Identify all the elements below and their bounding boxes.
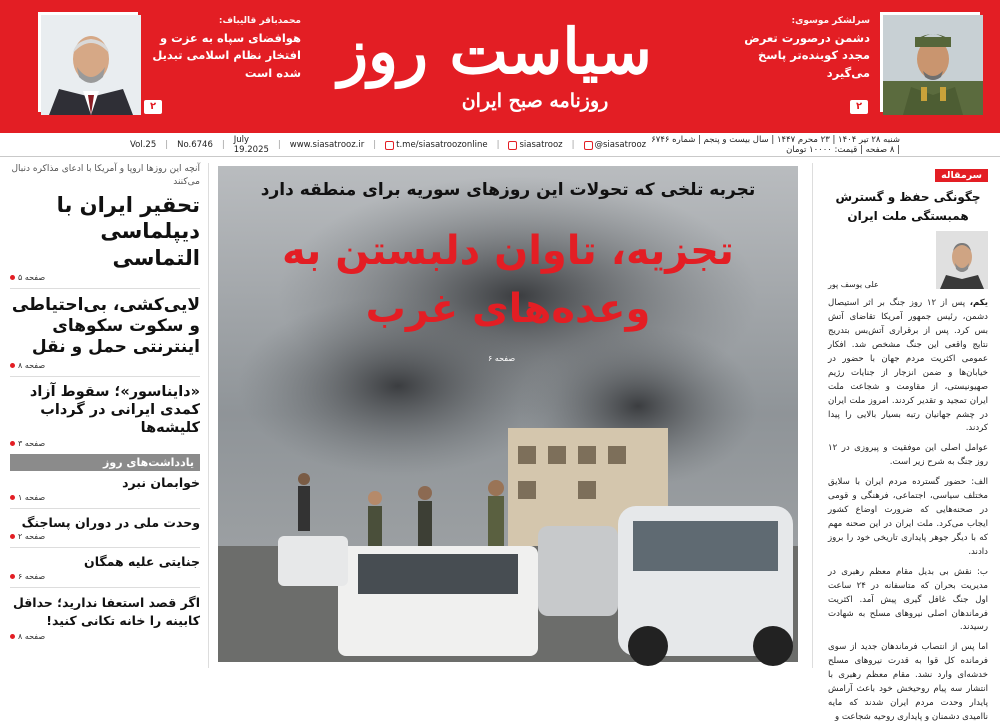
masthead-left-story[interactable]	[38, 12, 303, 122]
bullet-icon	[10, 441, 15, 446]
bullet-icon	[10, 574, 15, 579]
note-page: صفحه ۸	[18, 632, 46, 642]
note-item[interactable]	[10, 475, 200, 502]
right-story-page: ۲	[850, 100, 868, 114]
right-story-text	[715, 16, 870, 82]
feature-story[interactable]	[218, 166, 798, 662]
daily-notes-header: یادداشت‌های روز	[10, 454, 200, 471]
editorial-paragraph: عوامل اصلی این موفقیت و پیروزی در ۱۲ روز جنگ به شرح زیر است.	[828, 443, 988, 468]
commander-photo	[880, 12, 980, 112]
telegram-handle: t.me/siasatroozonline	[396, 140, 488, 150]
note-item[interactable]	[10, 515, 200, 542]
story2-headline: لایی‌کشی، بی‌احتیاطی و سکوت سکوهای اینترنتی حمل و نقل	[11, 294, 200, 358]
bullet-icon	[10, 534, 15, 539]
x-handle: @siasatrooz	[594, 140, 647, 150]
story1-page: صفحه ۵	[18, 272, 46, 282]
story3-page: صفحه ۳	[18, 438, 46, 448]
telegram-icon	[385, 141, 394, 150]
note-title: جنایتی علیه همگان	[84, 554, 200, 570]
instagram-handle: siasatrooz	[519, 140, 563, 150]
feature-kicker: تجربه تلخی که تحولات این روزهای سوریه برای منطقه دارد	[260, 180, 756, 200]
bullet-icon	[10, 363, 15, 368]
author-block	[828, 231, 988, 291]
note-title: اگر قصد استعفا ندارید؛ حداقل کابینه را خانه تکانی کنید!	[12, 594, 200, 628]
left-story-3[interactable]	[10, 383, 200, 448]
editorial-paragraph: اما پس از انتصاب فرماندهان جدید از سوی فرمانده کل قوا به قدرت نیروهای مسلح خدشه‌ای وارد نشد. مقام معظم رهبری با انتشار سه پیام روحیخش خود باعث آرامش پایدار وحدت مردم ایران شدند که مایه ناامیدی دشمنان و پایداری روحیه شجاعت و	[828, 642, 988, 722]
editorial-column	[828, 163, 989, 722]
left-story-1[interactable]	[10, 163, 200, 282]
right-story-headline: دشمن درصورت تعرض مجدد کوبنده‌تر پاسخ می‌گیرد	[744, 31, 870, 80]
editorial-lead: یکم،	[969, 298, 989, 309]
bullet-icon	[10, 275, 15, 280]
english-date: July 19.2025	[233, 135, 269, 155]
note-title: وحدت ملی در دوران پساجنگ	[21, 514, 200, 530]
editorial-paragraph: الف: حضور گسترده مردم ایران با سلایق مختلف سیاسی، اجتماعی، فرهنگی و قومی در صحنه‌هایی که ضرورت اوضاع کشور ایجاب می‌کرد. ملت ایران در این صحنه مهم که با دیگر جوهر پایداری تاریخی خود را بروز دادند.	[828, 477, 988, 557]
commander-portrait-icon	[883, 15, 983, 115]
note-item[interactable]	[10, 594, 200, 641]
persian-date-line: شنبه ۲۸ تیر ۱۴۰۴ | ۲۳ محرم ۱۴۴۷ | سال بیست و پنجم | شماره ۶۷۴۶ | ۸ صفحه | قیمت: ۱۰۰۰۰ تومان	[651, 135, 900, 155]
note-pageref	[10, 572, 200, 581]
instagram-icon	[508, 141, 517, 150]
note-page: صفحه ۲	[18, 532, 46, 542]
note-title: خوابمان نبرد	[122, 474, 200, 490]
divider	[10, 587, 200, 588]
note-pageref	[10, 493, 200, 502]
x-icon	[584, 141, 593, 150]
left-story-text	[146, 16, 301, 82]
logo-title: سیاست روز	[338, 15, 652, 88]
author-name: علی یوسف پور	[828, 280, 879, 290]
editorial-paragraph: ب: نقش بی بدیل مقام معظم رهبری در مدیریت بحران که متاسفانه در ۲۴ ساعت اول جنگ غافل گیری پیش آمد. اکثریت فرماندهان اصلی نیروهای مسلح به شهادت رسیدند.	[828, 566, 988, 633]
divider	[10, 547, 200, 548]
note-pageref	[10, 532, 200, 541]
volume-label: Vol.25	[130, 140, 157, 150]
story3-pageref	[10, 439, 200, 448]
masthead-right-story[interactable]	[715, 12, 980, 122]
right-column-divider	[812, 163, 813, 668]
website-link[interactable]: www.siasatrooz.ir	[289, 140, 365, 150]
left-story-headline: هوافضای سپاه به عزت و افتخار نظام اسلامی تبدیل شده است	[152, 31, 301, 80]
story1-kicker: آنچه این روزها اروپا و آمریکا با ادعای مذاکره دنبال می‌کنند	[11, 164, 200, 188]
author-photo	[936, 231, 988, 289]
info-bar-left: Vol.25 | No.6746 | July 19.2025 | www.siasatrooz.ir | t.me/siasatroozonline | siasatrooz | @siasatrooz	[130, 135, 647, 155]
left-story-2[interactable]	[10, 295, 200, 370]
issue-number: No.6746	[177, 140, 213, 150]
feature-headline: تجزیه، تاوان دلبستن به وعده‌های غرب	[282, 228, 734, 332]
left-column-divider	[208, 163, 209, 668]
speaker-portrait-icon	[41, 15, 141, 115]
bullet-icon	[10, 495, 15, 500]
author-portrait-icon	[936, 231, 988, 289]
story2-page: صفحه ۸	[18, 360, 46, 370]
note-item[interactable]	[10, 554, 200, 581]
story3-headline: «دایناسور»؛ سقوط آزاد کمدی ایرانی در گرداب کلیشه‌ها	[29, 383, 200, 436]
masthead	[0, 0, 1000, 133]
story2-pageref	[10, 361, 200, 370]
newspaper-logo[interactable]	[330, 6, 660, 126]
feature-page-ref: صفحه ۶	[488, 354, 516, 363]
divider	[10, 376, 200, 377]
telegram-link[interactable]	[385, 140, 487, 150]
x-link[interactable]	[584, 140, 647, 150]
divider	[10, 288, 200, 289]
top-divider	[0, 156, 1000, 157]
right-story-kicker: سرلشکر موسوی:	[791, 16, 870, 26]
instagram-link[interactable]	[508, 140, 562, 150]
logo-subtitle: روزنامه صبح ایران	[461, 90, 609, 112]
left-story-kicker: محمدباقر قالیباف:	[218, 16, 301, 26]
note-page: صفحه ۶	[18, 571, 46, 581]
left-column	[10, 163, 200, 668]
editorial-text: پس از ۱۲ روز جنگ بر اثر استیصال دشمن، رئیس جمهور آمریکا تقاضای آتش بس کرد. پس از برقراری آتش‌بس بتدریج نتایج واقعی این جنگ مشخص شد. افکار عمومی اکثریت مردم جهان با حضور در خیابان‌ها و ضمن انزجار از جنایات رژیم صهیونیستی، از مقاومت و شجاعت ملت ایران تمجید و تقدیر کردند. امروز ملت ایران در چشم جهانیان رتبه بسیار بالایی را پیدا کردند.	[828, 298, 988, 434]
editorial-paragraph	[828, 297, 988, 436]
left-story-page: ۲	[144, 100, 162, 114]
editorial-title[interactable]: چگونگی حفظ و گسترش همبستگی ملت ایران	[835, 190, 981, 223]
story1-pageref	[10, 273, 200, 282]
story1-headline: تحقیر ایران با دیپلماسی التماسی	[56, 193, 200, 270]
note-page: صفحه ۱	[18, 492, 46, 502]
note-pageref	[10, 632, 200, 641]
divider	[10, 508, 200, 509]
bullet-icon	[10, 634, 15, 639]
speaker-photo	[38, 12, 138, 112]
info-bar	[130, 136, 900, 154]
editorial-tag: سرمقاله	[935, 169, 988, 182]
